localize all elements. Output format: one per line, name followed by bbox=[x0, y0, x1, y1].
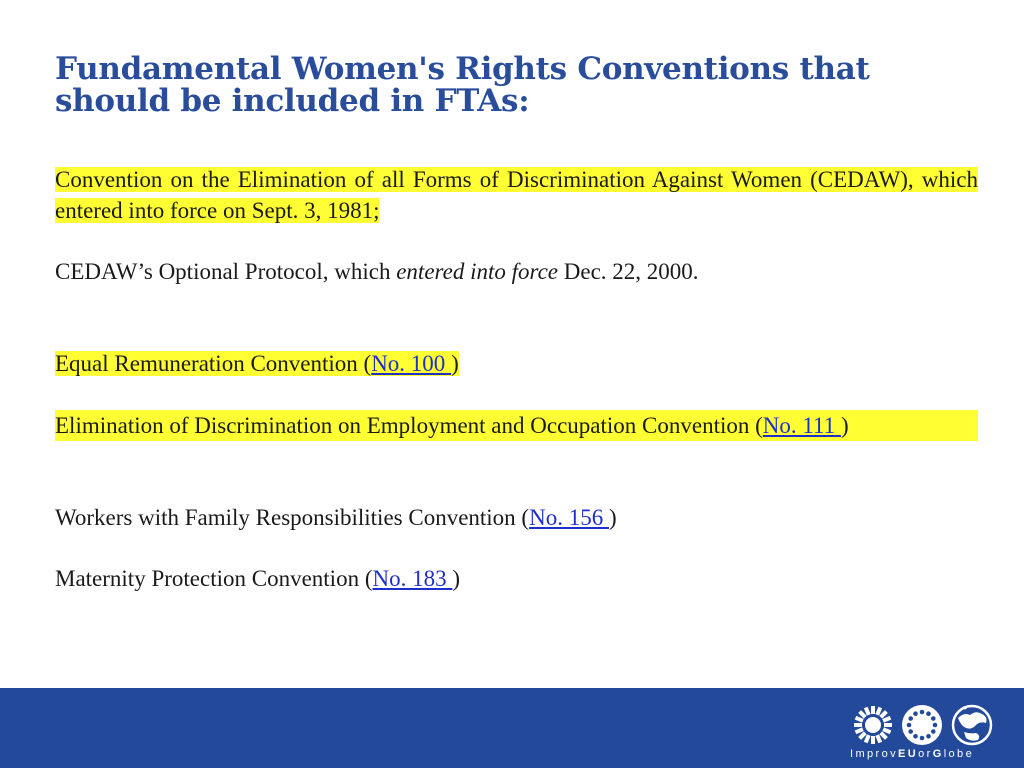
convention-156-link[interactable]: No. 156 bbox=[529, 505, 609, 530]
improveuorglobe-logo bbox=[852, 704, 998, 746]
eu-stars-icon bbox=[902, 705, 942, 745]
convention-111-link[interactable]: No. 111 bbox=[762, 413, 841, 438]
convention-100-link[interactable]: No. 100 bbox=[371, 351, 452, 376]
cedaw-text: Convention on the Elimination of all Forms of Discrimination Against Women (CEDAW), which entered into force on Sept. 3, 1981; bbox=[55, 167, 978, 223]
protocol-italic: entered into force bbox=[396, 259, 559, 284]
convention-183-link[interactable]: No. 183 bbox=[372, 566, 453, 591]
convention-183-text: Maternity Protection Convention ( bbox=[55, 566, 373, 591]
convention-156-item bbox=[55, 502, 978, 533]
brand-wordmark: ImprovEUorGlobe bbox=[850, 748, 975, 760]
sun-burst-icon bbox=[854, 706, 892, 744]
title-line-1: Fundamental Women's Rights Conventions that bbox=[55, 51, 870, 87]
convention-100-close: ) bbox=[451, 351, 459, 376]
convention-156-close: ) bbox=[608, 505, 617, 530]
convention-100-item bbox=[55, 348, 978, 379]
convention-111-text: Elimination of Discrimination on Employment and Occupation Convention ( bbox=[55, 413, 763, 438]
convention-111-item bbox=[55, 410, 978, 441]
page-title bbox=[55, 53, 955, 117]
cedaw-item bbox=[55, 164, 978, 226]
title-line-2: should be included in FTAs: bbox=[55, 83, 530, 119]
convention-183-close: ) bbox=[452, 566, 461, 591]
optional-protocol-item bbox=[55, 256, 978, 287]
globe-icon bbox=[953, 706, 991, 744]
convention-156-text: Workers with Family Responsibilities Convention ( bbox=[55, 505, 530, 530]
convention-100-text: Equal Remuneration Convention ( bbox=[55, 351, 372, 376]
convention-111-close: ) bbox=[840, 413, 849, 438]
protocol-prefix: CEDAW’s Optional Protocol, which bbox=[55, 259, 397, 284]
protocol-suffix: Dec. 22, 2000. bbox=[558, 259, 699, 284]
convention-183-item bbox=[55, 563, 978, 594]
